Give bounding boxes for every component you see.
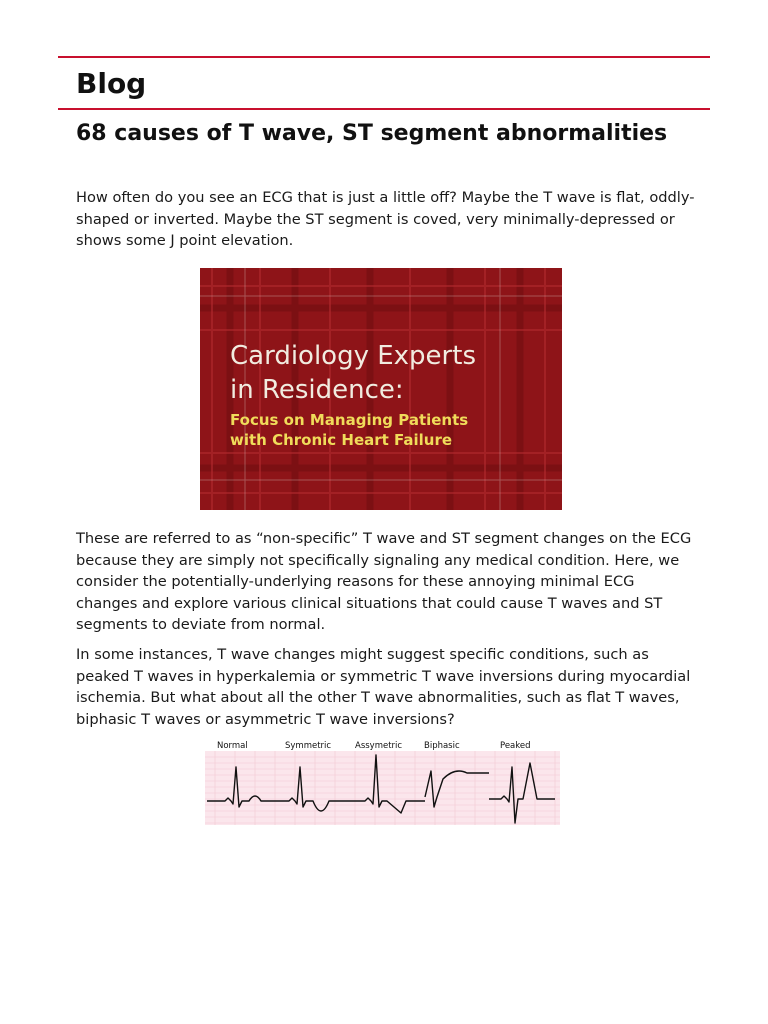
- body-paragraph-1: These are referred to as “non-specific” T wave and ST segment changes on the ECG because they are simply not specifically signaling any medical condition. Here, we consider the potentially-underlying reasons for these annoying minimal ECG changes and explore various clinical situations that could cause T waves and ST segments to deviate from normal.: [76, 530, 692, 633]
- ecg-label-peaked: Peaked: [500, 741, 531, 751]
- banner-image: [200, 268, 562, 510]
- ecg-label-normal: Normal: [217, 741, 248, 751]
- article-title: 68 causes of T wave, ST segment abnormalities: [76, 121, 668, 146]
- banner-subtitle-line2: with Chronic Heart Failure: [230, 431, 453, 449]
- top-divider: [58, 56, 710, 58]
- ecg-label-biphasic: Biphasic: [424, 741, 460, 751]
- body-paragraph-2: In some instances, T wave changes might suggest specific conditions, such as peaked T waves in hyperkalemia or symmetric T wave inversions during myocardial ischemia. But what about all the other T wave abnormalities, such as flat T waves, biphasic T waves or asymmetric T wave inversions?: [76, 646, 691, 728]
- ecg-label-asymmetric: Assymetric: [355, 741, 403, 751]
- ecg-t-wave-figure: [205, 737, 560, 825]
- banner-title-line1: Cardiology Experts: [230, 341, 476, 371]
- header-divider: [58, 108, 710, 110]
- banner-title-line2: in Residence:: [230, 375, 404, 405]
- ecg-label-symmetric: Symmetric: [285, 741, 332, 751]
- intro-paragraph: How often do you see an ECG that is just a little off? Maybe the T wave is flat, oddly-shaped or inverted. Maybe the ST segment is coved, very minimally-depressed or shows some J point elevation.: [76, 189, 695, 249]
- blog-title: Blog: [76, 67, 147, 100]
- banner-subtitle-line1: Focus on Managing Patients: [230, 411, 469, 429]
